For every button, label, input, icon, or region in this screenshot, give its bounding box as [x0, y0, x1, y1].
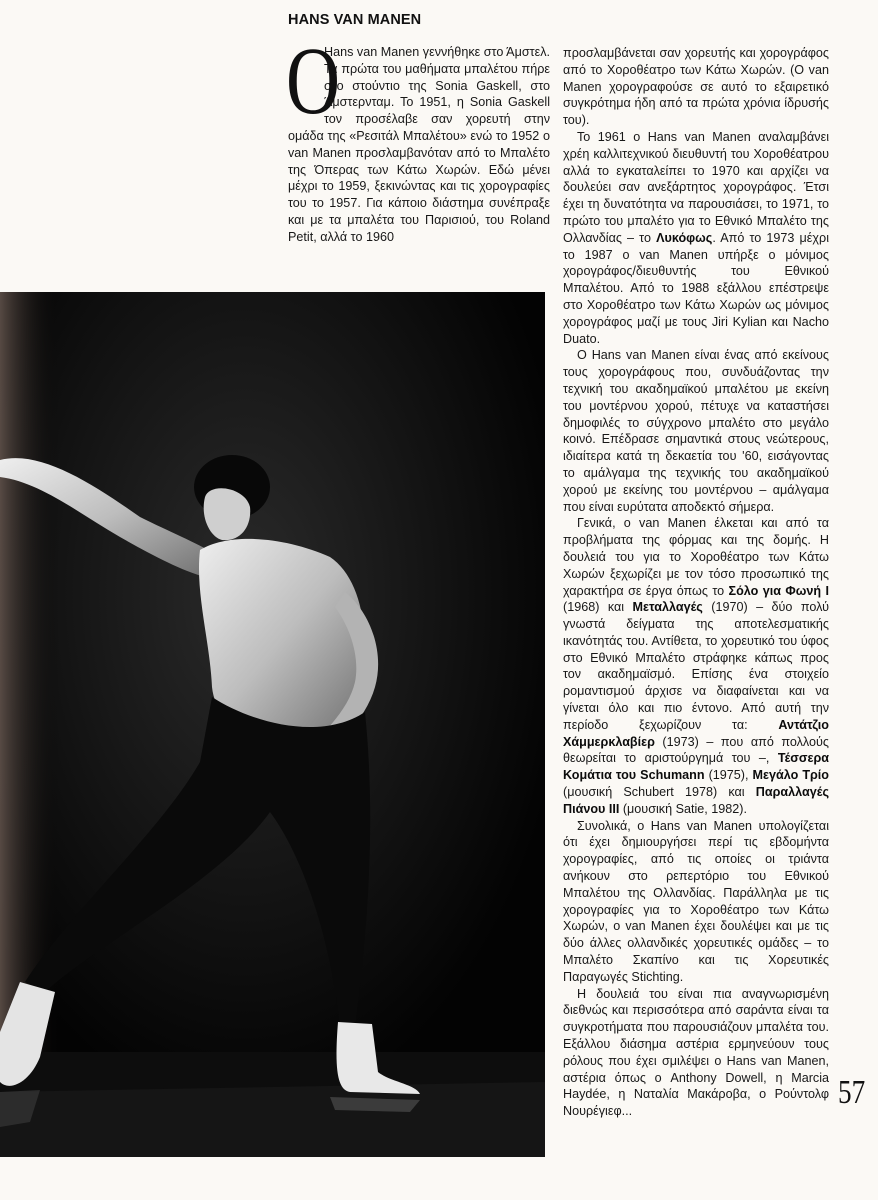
paragraph: Ο Hans van Manen είναι ένας από εκείνους τους χορογράφους που, συνδυάζοντας την τεχνική του ακαδημαϊκού μπαλέτου με εκείνη του μοντέρνου χορού, πέτυχε να καταστήσει δημοφιλές το σύγχρονο μπαλέτο στο μεγάλο κοινό. Επέδρασε σημαντικά στους νεώτερους, ιδιαίτερα κατά τη δεκαετία του '60, εισάγοντας το αμάλγαμα της τεχνικής του ακαδημαϊκού χορού με εκείνης του μοντέρνου – αμάλγαμα που είναι ευρύτατα αποδεκτό σήμερα. [563, 348, 829, 514]
article-title: HANS VAN MANEN [288, 12, 422, 28]
text-run: Το 1961 ο Hans van Manen αναλαμβάνει χρέη καλλιτεχνικού διευθυντή του Χοροθέατρου αλλά το εγκαταλείπει το 1970 και αρχίζει να δουλεύει σαν ανεξάρτητος χορογράφος. Έτσι έχει τη δυνατότητα να παρουσιάσει, το 1971, το πρώτο του μπαλέτο για το Εθνικό Μπαλέτο της Ολλανδίας – το [563, 129, 829, 245]
text-column-left [286, 27, 550, 246]
work-title: Μεγάλο Τρίο [752, 768, 829, 783]
work-title: Σόλο για Φωνή I [728, 583, 829, 598]
work-title: Λυκόφως [656, 230, 713, 245]
paragraph [563, 129, 829, 347]
text-run: . Από το 1973 μέχρι το 1987 ο van Manen υπήρξε ο μόνιμος χορογράφος/διευθυντής του Εθνικού Μπαλέτου. Από το 1988 εξάλλου επέστρεψε στο Χοροθέατρο των Κάτω Χωρών ως μόνιμος χορογράφος μαζί με τους Jiri Kylian και Nacho Duato. [563, 230, 829, 346]
text-run: (1968) και [563, 600, 633, 615]
text-run: (1975), [704, 768, 753, 783]
text-column-right [563, 45, 829, 1120]
text-run: Γενικά, ο van Manen έλκεται και από τα προβλήματα της φόρμας και της δομής. Η δουλειά του για το Χοροθέατρο των Κάτω Χωρών ξεχωρίζει με τον τόσο προσωπικό της χαρακτήρα σε έργα όπως το [563, 516, 829, 598]
text-run: (μουσική Satie, 1982). [619, 801, 747, 816]
paragraph [563, 515, 829, 817]
paragraph: Η δουλειά του είναι πια αναγνωρισμένη διεθνώς και περισσότερα από σαράντα είναι τα συγκροτήματα που παρουσιάζουν μπαλέτα του. Εξάλλου διάσημα αστέρια ερμηνεύουν τους ρόλους που έχει σμιλέψει ο Hans van Manen, αστέρια όπως ο Anthony Dowell, η Marcia Haydée, η Ναταλία Μακάροβα, ο Ρούντολφ Νουρέγιεφ... [563, 986, 829, 1119]
page-number: 57 [838, 1074, 866, 1111]
text-run: (1970) – δύο πολύ γνωστά δείγματα της αποτελεσματικής ικανότητάς του. Αντίθετα, το χορευτικό του ύφος στο Εθνικό Μπαλέτο στράφηκε κάπως προς τον ακαδημαϊσμό. Επίσης ένα στοιχείο ρομαντισμού άρχισε να διαφαίνεται και να γίνεται όλο και πιο έντονο. Από αυτή την περίοδο ξεχωρίζουν τα: [563, 600, 830, 732]
work-title: Τέσσερα Κομάτια του Schumann [563, 751, 829, 783]
paragraph: Συνολικά, ο Hans van Manen υπολογίζεται ότι έχει δημιουργήσει περί τις εβδομήντα χορογραφίες, από τις οποίες οι τριάντα ανήκουν στο ρεπερτόριο του Εθνικού Μπαλέτου της Ολλανδίας. Παράλληλα με τις χορογραφίες για το Χοροθέατρο των Κάτω Χωρών, ο van Manen έχει δουλέψει και με τις δύο άλλες ολλανδικές χορευτικές ομάδες – το Μπαλέτο Σκαπίνο και τις Χορευτικές Παραγωγές Stichting. [563, 818, 829, 984]
paragraph: προσλαμβάνεται σαν χορευτής και χορογράφος από το Χοροθέατρο των Κάτω Χωρών. (Ο van Manen χορογραφούσε σε αυτό το εξαιρετικό συγκρότημα ήδη από τα πρώτα χρόνια ίδρυσής του). [563, 46, 829, 128]
dancer-photograph [0, 292, 545, 1157]
drop-cap: O [286, 27, 341, 134]
work-title: Παραλλαγές Πιάνου III [563, 785, 829, 816]
dancer-illustration [0, 292, 545, 1157]
text-run: (μουσική Schubert 1978) και [563, 785, 756, 800]
work-title: Αντάτζιο Χάμμερκλαβίερ [563, 717, 829, 749]
text-run: (1973) – που από πολλούς θεωρείται το αριστούργημά του –, [563, 734, 829, 766]
work-title: Μεταλλαγές [632, 600, 703, 615]
paragraph: Hans van Manen γεννήθηκε στο Άμστελ. Τα πρώτα του μαθήματα μπαλέτου πήρε στο στούντιο της Sonia Gaskell, στο Άμστερνταμ. Το 1951, η Sonia Gaskell τον προσέλαβε σαν χορευτή στην ομάδα της «Ρεσιτάλ Μπαλέτου» ενώ το 1952 ο van Manen προσλαμβανόταν από το Μπαλέτο της Όπερας των Κάτω Χωρών. Εδώ μένει μέχρι το 1959, ξεκινώντας και τις χορογραφίες του το 1957. Για κάποιο διάστημα συνέπραξε και με τα μπαλέτα του Παρισιού, του Roland Petit, αλλά το 1960 [288, 45, 550, 244]
